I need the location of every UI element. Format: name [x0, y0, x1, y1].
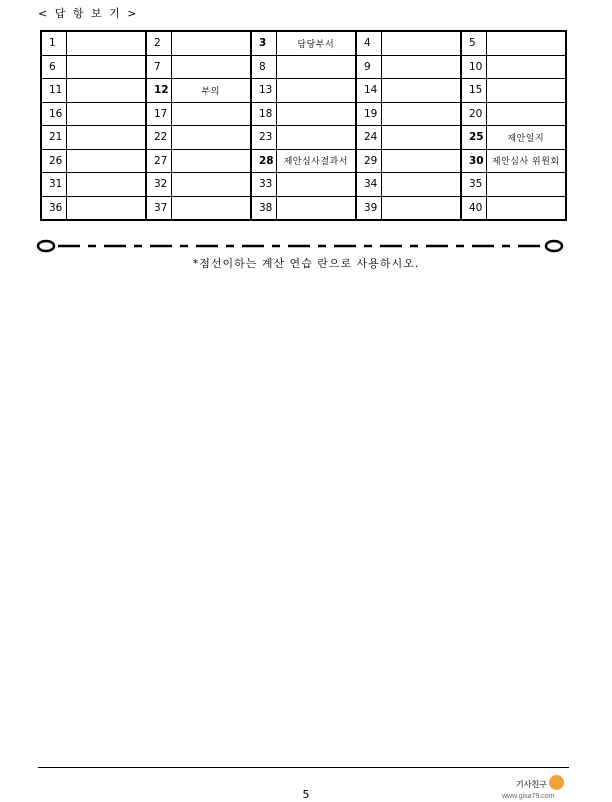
answer-cell — [381, 55, 461, 79]
answer-cell — [381, 102, 461, 126]
question-number-cell: 9 — [356, 55, 381, 79]
answer-cell — [276, 55, 356, 79]
answer-cell — [66, 79, 146, 103]
answer-cell — [171, 149, 251, 173]
answer-cell — [66, 126, 146, 150]
answer-cell — [66, 149, 146, 173]
answer-cell — [486, 79, 566, 103]
answer-cell — [66, 55, 146, 79]
table-row — [41, 149, 566, 173]
question-number-cell: 21 — [41, 126, 66, 150]
question-number-cell: 31 — [41, 173, 66, 197]
question-number-cell: 37 — [146, 196, 171, 220]
question-number-cell: 22 — [146, 126, 171, 150]
site-logo-badge-icon — [549, 775, 564, 790]
question-number-cell: 40 — [461, 196, 486, 220]
table-row — [41, 102, 566, 126]
question-number-cell: 1 — [41, 31, 66, 55]
answer-cell — [486, 55, 566, 79]
answer-cell — [381, 79, 461, 103]
question-number-cell: 24 — [356, 126, 381, 150]
answer-cell — [171, 173, 251, 197]
question-number-cell: 28 — [251, 149, 276, 173]
question-number-cell: 16 — [41, 102, 66, 126]
answer-cell — [171, 55, 251, 79]
answer-choices-heading: < 답 항 보 기 > — [38, 7, 139, 20]
question-number-cell: 39 — [356, 196, 381, 220]
question-number-cell: 35 — [461, 173, 486, 197]
question-number-cell: 38 — [251, 196, 276, 220]
answer-cell — [171, 196, 251, 220]
question-number-cell: 32 — [146, 173, 171, 197]
question-number-cell: 27 — [146, 149, 171, 173]
question-number-cell: 3 — [251, 31, 276, 55]
footer-rule — [38, 767, 569, 768]
table-row — [41, 126, 566, 150]
answer-cell — [276, 79, 356, 103]
page-number: 5 — [302, 788, 310, 801]
dotted-cut-line — [36, 239, 566, 253]
question-number-cell: 8 — [251, 55, 276, 79]
question-number-cell: 14 — [356, 79, 381, 103]
question-number-cell: 2 — [146, 31, 171, 55]
answer-cell — [171, 126, 251, 150]
table-row — [41, 31, 566, 55]
answer-cell — [486, 31, 566, 55]
cut-line-left-oval — [38, 241, 54, 251]
answer-cell — [66, 196, 146, 220]
question-number-cell: 18 — [251, 102, 276, 126]
question-number-cell: 6 — [41, 55, 66, 79]
table-row — [41, 196, 566, 220]
answer-cell — [381, 196, 461, 220]
answer-cell — [171, 31, 251, 55]
answer-cell — [66, 102, 146, 126]
question-number-cell: 23 — [251, 126, 276, 150]
question-number-cell: 19 — [356, 102, 381, 126]
answer-cell — [276, 102, 356, 126]
question-number-cell: 25 — [461, 126, 486, 150]
answer-cell: 제안심사결과서 — [276, 149, 356, 173]
question-number-cell: 15 — [461, 79, 486, 103]
site-logo-text: 기사친구 — [516, 780, 547, 789]
answer-cell — [381, 126, 461, 150]
answer-cell — [486, 196, 566, 220]
question-number-cell: 29 — [356, 149, 381, 173]
question-number-cell: 13 — [251, 79, 276, 103]
answer-cell — [486, 102, 566, 126]
answer-cell — [486, 173, 566, 197]
answer-cell — [66, 173, 146, 197]
question-number-cell: 4 — [356, 31, 381, 55]
scratch-area-note: *점선이하는 계산 연습 란으로 사용하시오. — [192, 257, 420, 270]
question-number-cell: 30 — [461, 149, 486, 173]
question-number-cell: 11 — [41, 79, 66, 103]
question-number-cell: 34 — [356, 173, 381, 197]
answer-cell — [171, 102, 251, 126]
question-number-cell: 12 — [146, 79, 171, 103]
question-number-cell: 7 — [146, 55, 171, 79]
question-number-cell: 20 — [461, 102, 486, 126]
question-number-cell: 33 — [251, 173, 276, 197]
answer-cell — [381, 149, 461, 173]
answer-cell — [381, 173, 461, 197]
table-row — [41, 55, 566, 79]
question-number-cell: 36 — [41, 196, 66, 220]
site-url: www.gisa79.com — [502, 793, 555, 800]
answer-choices-table — [40, 30, 567, 221]
answer-cell: 부의 — [171, 79, 251, 103]
question-number-cell: 26 — [41, 149, 66, 173]
answer-cell — [276, 126, 356, 150]
answer-cell: 제안일지 — [486, 126, 566, 150]
question-number-cell: 17 — [146, 102, 171, 126]
cut-line-right-oval — [546, 241, 562, 251]
answer-cell — [276, 196, 356, 220]
table-row — [41, 173, 566, 197]
answer-cell: 제안심사 위원회 — [486, 149, 566, 173]
table-row — [41, 79, 566, 103]
answer-cell — [276, 173, 356, 197]
answer-cell — [66, 31, 146, 55]
answer-cell — [381, 31, 461, 55]
answer-cell: 담당부서 — [276, 31, 356, 55]
question-number-cell: 10 — [461, 55, 486, 79]
question-number-cell: 5 — [461, 31, 486, 55]
